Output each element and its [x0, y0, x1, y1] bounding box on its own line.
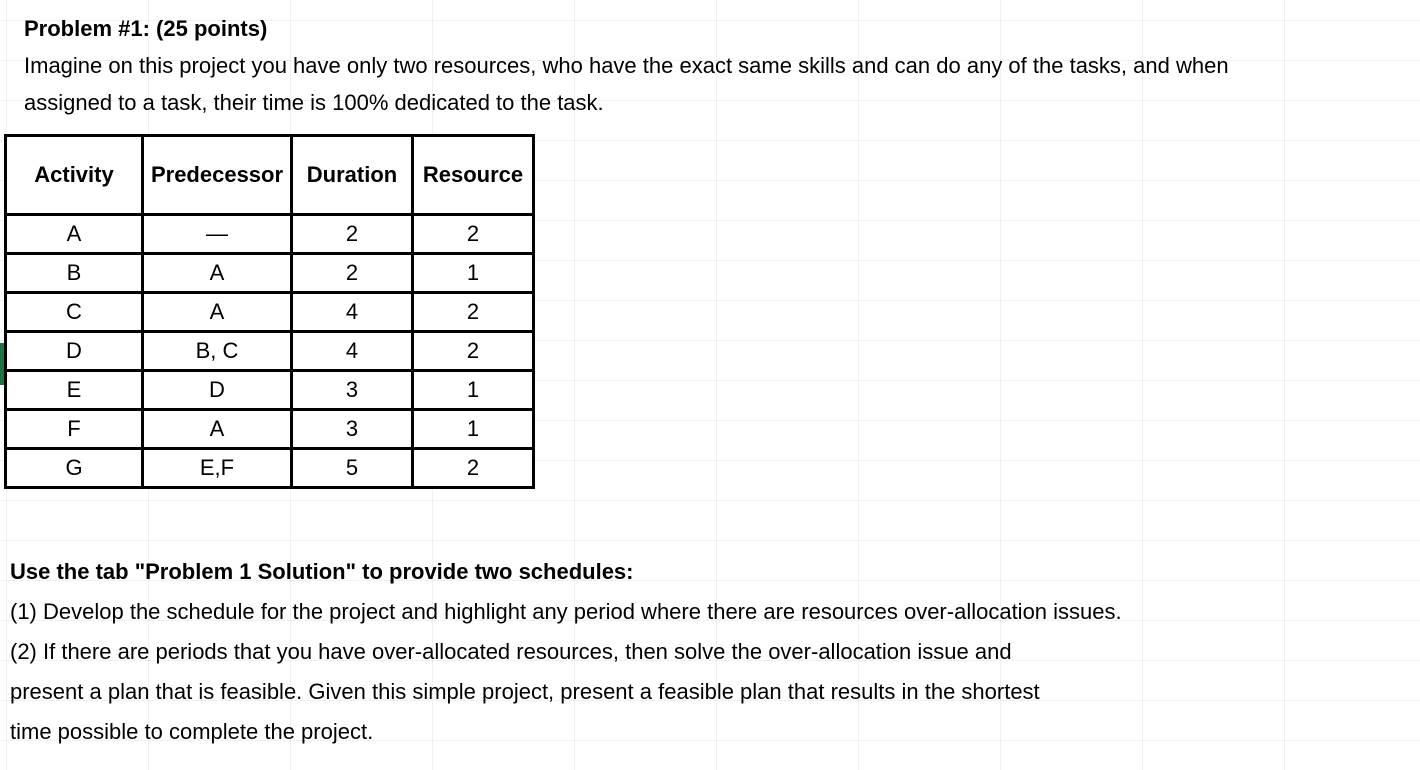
- table-row: [6, 254, 534, 293]
- cell-activity[interactable]: A: [6, 215, 143, 254]
- instruction-line: time possible to complete the project.: [10, 719, 374, 744]
- table-row: [6, 215, 534, 254]
- instruction-line: (2) If there are periods that you have over-allocated resources, then solve the over-allocation issue and: [10, 639, 1012, 664]
- instruction-line: present a plan that is feasible. Given this simple project, present a feasible plan that results in the shortest: [10, 679, 1040, 704]
- cell-duration[interactable]: 2: [292, 254, 413, 293]
- cell-predecessor[interactable]: A: [143, 293, 292, 332]
- cell-duration[interactable]: 4: [292, 293, 413, 332]
- cell-predecessor[interactable]: B, C: [143, 332, 292, 371]
- table-header-row: [6, 136, 534, 215]
- cell-activity[interactable]: C: [6, 293, 143, 332]
- cell-predecessor[interactable]: A: [143, 254, 292, 293]
- table-row: [6, 449, 534, 488]
- activity-table: [4, 134, 535, 489]
- cell-activity[interactable]: G: [6, 449, 143, 488]
- instructions-block: [10, 552, 1410, 752]
- table-row: [6, 332, 534, 371]
- header-duration[interactable]: Duration: [292, 136, 413, 215]
- cell-resource[interactable]: 1: [413, 371, 534, 410]
- cell-predecessor[interactable]: E,F: [143, 449, 292, 488]
- problem-header: [24, 10, 1324, 121]
- cell-duration[interactable]: 3: [292, 410, 413, 449]
- cell-resource[interactable]: 2: [413, 449, 534, 488]
- cell-resource[interactable]: 2: [413, 215, 534, 254]
- cell-resource[interactable]: 2: [413, 332, 534, 371]
- cell-duration[interactable]: 2: [292, 215, 413, 254]
- cell-predecessor[interactable]: D: [143, 371, 292, 410]
- instruction-line: (1) Develop the schedule for the project and highlight any period where there are resources over-allocation issues.: [10, 599, 1122, 624]
- table-row: [6, 410, 534, 449]
- cell-predecessor[interactable]: A: [143, 410, 292, 449]
- header-activity[interactable]: Activity: [6, 136, 143, 215]
- cell-resource[interactable]: 2: [413, 293, 534, 332]
- cell-duration[interactable]: 4: [292, 332, 413, 371]
- header-resource[interactable]: Resource: [413, 136, 534, 215]
- cell-resource[interactable]: 1: [413, 410, 534, 449]
- cell-predecessor[interactable]: —: [143, 215, 292, 254]
- cell-activity[interactable]: D: [6, 332, 143, 371]
- table-row: [6, 371, 534, 410]
- header-predecessor[interactable]: Predecessor: [143, 136, 292, 215]
- instructions-title: Use the tab "Problem 1 Solution" to provide two schedules:: [10, 559, 634, 584]
- cell-activity[interactable]: E: [6, 371, 143, 410]
- cell-activity[interactable]: B: [6, 254, 143, 293]
- problem-intro: Imagine on this project you have only two resources, who have the exact same skills and can do any of the tasks, and when assigned to a task, their time is 100% dedicated to the task.: [24, 53, 1229, 115]
- problem-title: Problem #1: (25 points): [24, 16, 268, 41]
- cell-activity[interactable]: F: [6, 410, 143, 449]
- cell-resource[interactable]: 1: [413, 254, 534, 293]
- table-row: [6, 293, 534, 332]
- cell-duration[interactable]: 5: [292, 449, 413, 488]
- cell-duration[interactable]: 3: [292, 371, 413, 410]
